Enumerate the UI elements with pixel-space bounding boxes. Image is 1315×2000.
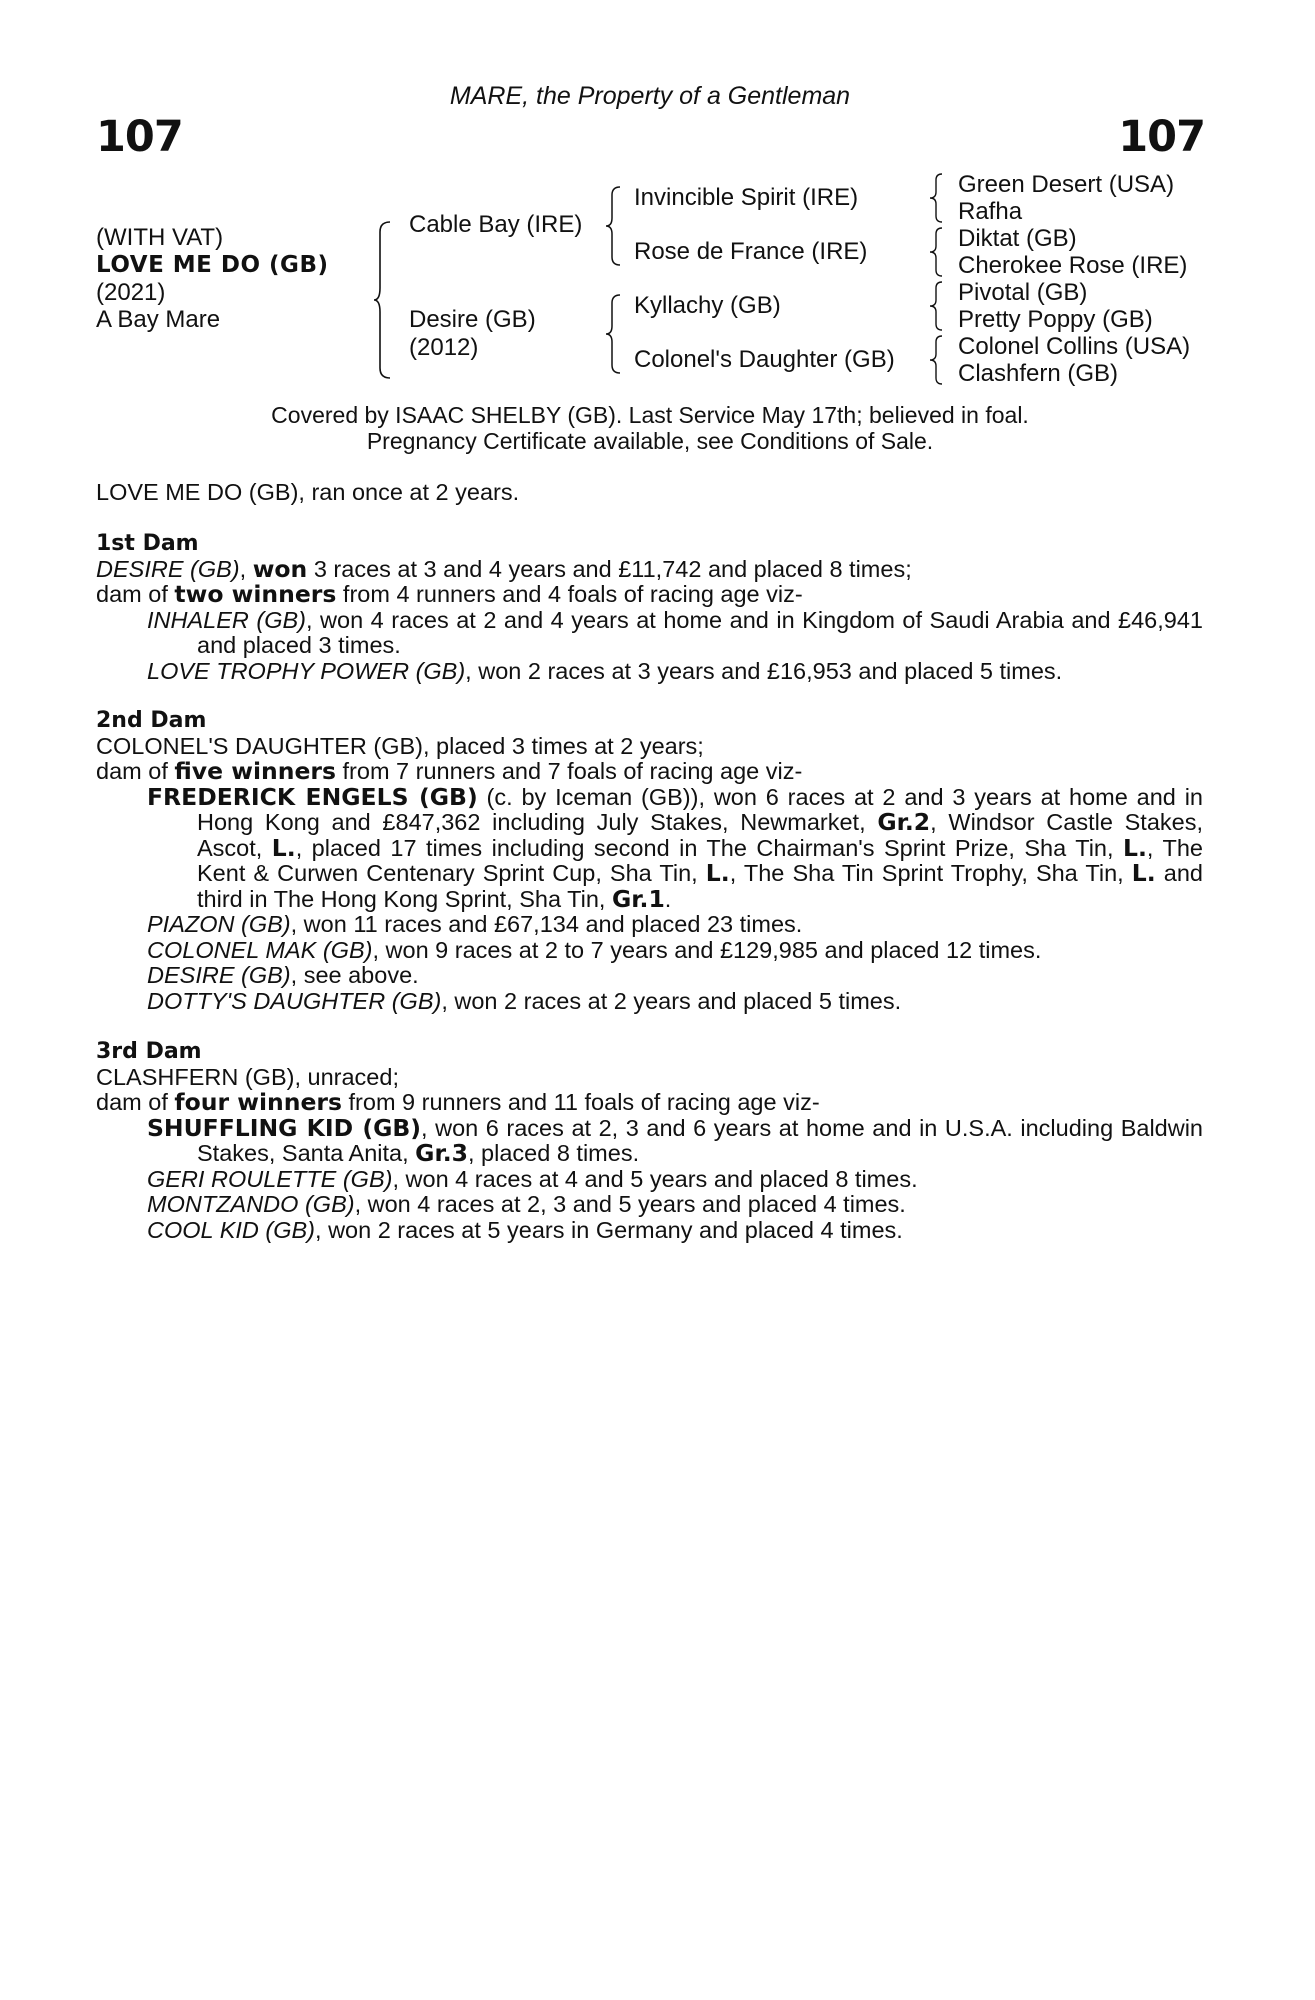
vat-note: (WITH VAT) [96,224,224,251]
third-dam-record: CLASHFERN (GB), unraced; [96,1063,399,1090]
pedigree-brace-sire [604,185,624,267]
offspring-entry: DESIRE (GB), see above. [147,962,419,988]
first-dam-section [96,531,1203,684]
second-dam-record: COLONEL'S DAUGHTER (GB), placed 3 times at 2 years; [96,732,704,759]
offspring-entry: FREDERICK ENGELS (GB) (c. by Iceman (GB)), won 6 races at 2 and 3 years at home and in Hong Kong and £847,362 including July Stakes, Newmarket, Gr.2, Windsor Castle Stakes, Ascot, L., placed 17 times including second in The Chairman's Sprint Prize, Sha Tin, L., The Kent & Curwen Centenary Sprint Cup, Sha Tin, L., The Sha Tin Sprint Trophy, Sha Tin, L. and third in The Hong Kong Sprint, Sha Tin, Gr.1. [147,782,1203,913]
grandsire-3: Pivotal (GB) [958,279,1088,306]
second-dam-section [96,708,1203,1014]
third-dam-heading: 3rd Dam [96,1039,202,1064]
pedigree-brace-g3 [928,280,946,332]
offspring-entry: SHUFFLING KID (GB), won 6 races at 2, 3 and 6 years at home and in U.S.A. including Baldwin Stakes, Santa Anita, Gr.3, placed 8 times. [147,1113,1203,1167]
granddam-2: Cherokee Rose (IRE) [958,252,1188,279]
pedigree-brace-g2 [928,226,946,278]
pedigree-brace-dam [604,293,624,375]
horse-year: (2021) [96,279,166,306]
second-dam-heading: 2nd Dam [96,708,207,733]
grandsire-1: Green Desert (USA) [958,171,1175,198]
grandsire-4: Colonel Collins (USA) [958,333,1191,360]
offspring-entry: COLONEL MAK (GB), won 9 races at 2 to 7 years and £129,985 and placed 12 times. [147,936,1042,963]
first-dam-heading: 1st Dam [96,531,199,556]
horse-name: LOVE ME DO (GB) [96,252,329,278]
first-dam-produce: dam of two winners from 4 runners and 4 foals of racing age viz- [96,580,803,608]
dam-year: (2012) [409,334,479,361]
granddam-3: Pretty Poppy (GB) [958,306,1153,333]
first-dam-record: DESIRE (GB), won 3 races at 3 and 4 years and £11,742 and placed 8 times; [96,554,912,583]
granddam-4: Clashfern (GB) [958,360,1119,387]
lot-number-right: 107 [1118,112,1205,162]
pedigree-brace-main [372,220,394,380]
horse-description: A Bay Mare [96,306,221,333]
dam-sire: Kyllachy (GB) [634,292,781,319]
offspring-entry: INHALER (GB), won 4 races at 2 and 4 years at home and in Kingdom of Saudi Arabia and £46,941 and placed 3 times. [147,606,1203,658]
offspring-entry: LOVE TROPHY POWER (GB), won 2 races at 3 years and £16,953 and placed 5 times. [147,657,1063,684]
offspring-entry: MONTZANDO (GB), won 4 races at 2, 3 and 5 years and placed 4 times. [147,1191,906,1217]
covering-line-1: Covered by ISAAC SHELBY (GB). Last Service May 17th; believed in foal. [271,402,1029,428]
offspring-entry: COOL KID (GB), won 2 races at 5 years in Germany and placed 4 times. [147,1216,903,1243]
dam: Desire (GB) [409,306,536,333]
race-record-intro: LOVE ME DO (GB), ran once at 2 years. [96,479,520,505]
offspring-entry: GERI ROULETTE (GB), won 4 races at 4 and 5 years and placed 8 times. [147,1165,918,1192]
second-dam-produce: dam of five winners from 7 runners and 7 foals of racing age viz- [96,757,803,785]
sire-dam: Rose de France (IRE) [634,238,868,265]
granddam-1: Rafha [958,198,1023,225]
grandsire-2: Diktat (GB) [958,225,1077,252]
offspring-entry: PIAZON (GB), won 11 races and £67,134 and placed 23 times. [147,911,803,937]
pedigree-brace-g1 [928,172,946,224]
offspring-entry: DOTTY'S DAUGHTER (GB), won 2 races at 2 years and placed 5 times. [147,987,902,1014]
sire: Cable Bay (IRE) [409,211,583,238]
dam-dam: Colonel's Daughter (GB) [634,346,895,373]
third-dam-section [96,1039,1203,1243]
lot-number-left: 107 [96,112,183,162]
covering-line-2: Pregnancy Certificate available, see Conditions of Sale. [366,428,934,454]
pedigree-brace-g4 [928,334,946,386]
sire-sire: Invincible Spirit (IRE) [634,184,859,211]
sale-title: MARE, the Property of a Gentleman [449,82,851,110]
third-dam-produce: dam of four winners from 9 runners and 11 foals of racing age viz- [96,1088,820,1116]
